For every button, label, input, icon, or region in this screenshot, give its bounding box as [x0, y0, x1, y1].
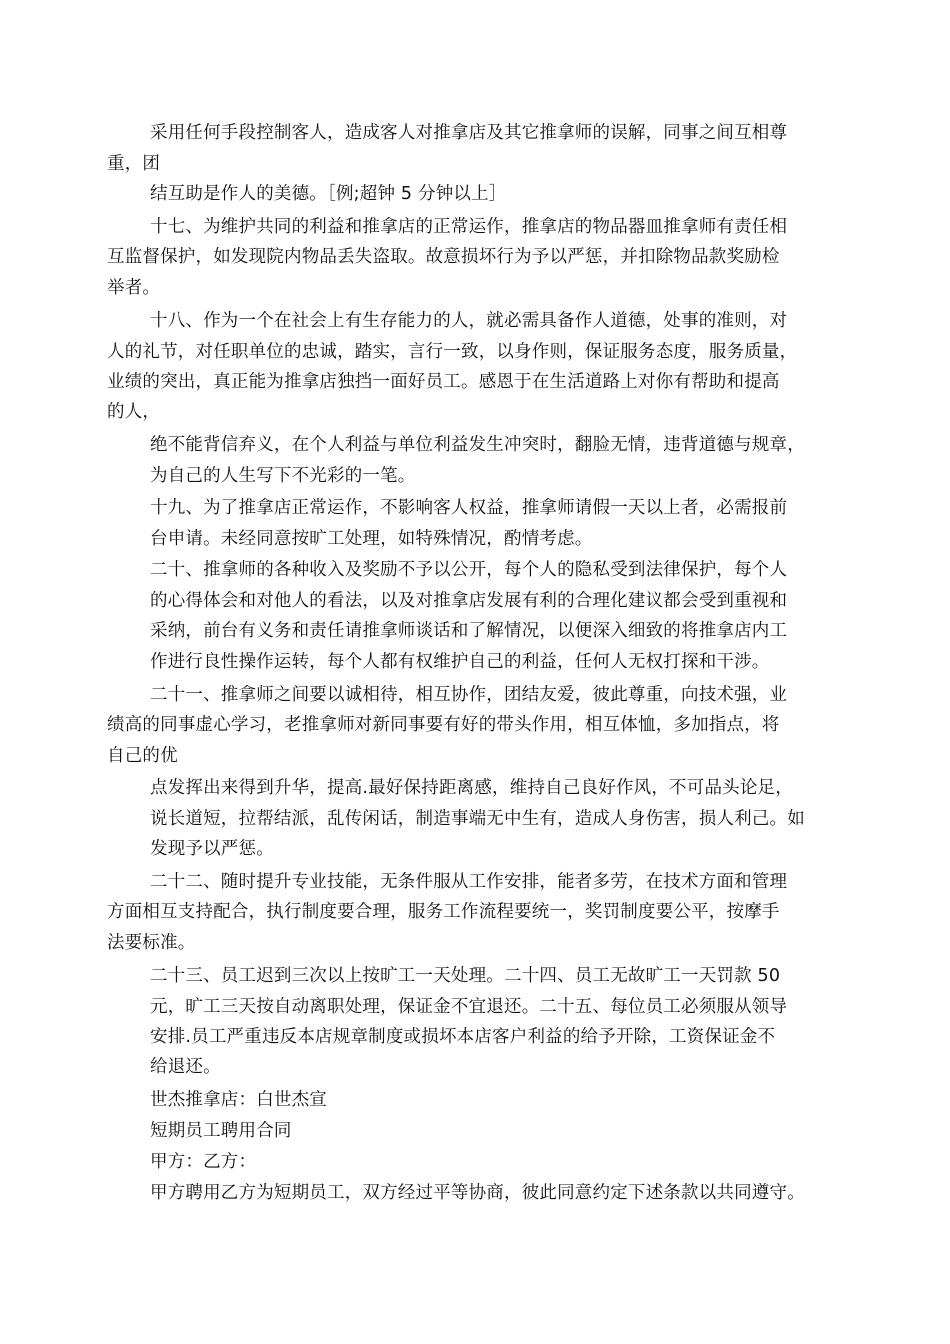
text-line: 二十、推拿师的各种收入及奖励不予以公开，每个人的隐私受到法律保护，每个人: [150, 560, 788, 580]
text-line: 重，团: [107, 154, 161, 174]
text-line: 自己的优: [107, 746, 178, 766]
text-line: 二十二、随时提升专业技能，无条件服从工作安排，能者多劳，在技术方面和管理: [150, 872, 788, 892]
text-line: 二十一、推拿师之间要以诚相待，相互协作，团结友爱，彼此尊重，向技术强，业: [150, 685, 788, 705]
text-line: 十八、作为一个在社会上有生存能力的人，就必需具备作人道德，处事的准则，对: [150, 311, 788, 331]
text-line: 人的礼节，对任职单位的忠诚，踏实，言行一致，以身作则，保证服务态度，服务质量，: [107, 342, 798, 362]
text-line: 为自己的人生写下不光彩的一笔。: [150, 466, 416, 486]
text-line: 十七、为维护共同的利益和推拿店的正常运作，推拿店的物品器皿推拿师有责任相: [150, 217, 788, 237]
text-line: 发现予以严惩。: [150, 839, 274, 859]
text-line: 台申请。未经同意按旷工处理，如特殊情况，酌情考虑。: [150, 529, 593, 549]
text-line: 法要标准。: [107, 933, 196, 953]
text-line: 点发挥出来得到升华，提高.最好保持距离感，维持自己良好作风，不可品头论足，: [150, 778, 793, 798]
text-line: 元，旷工三天按自动离职处理，保证金不宜退还。二十五、每位员工必须服从领导: [150, 997, 788, 1017]
text-line: 采用任何手段控制客人，造成客人对推拿店及其它推拿师的误解，同事之间互相尊: [150, 123, 788, 143]
text-line: 绝不能背信弃义，在个人利益与单位利益发生冲突时，翻脸无情，违背道德与规章，: [150, 435, 805, 455]
text-line: 采纳，前台有义务和责任请推拿师谈话和了解情况，以便深入细致的将推拿店内工: [150, 621, 788, 641]
text-line: 甲方聘用乙方为短期员工，双方经过平等协商，彼此同意约定下述条款以共同遵守。: [150, 1183, 805, 1203]
text-line: 短期员工聘用合同: [150, 1121, 292, 1141]
text-line: 世杰推拿店：白世杰宣: [150, 1090, 327, 1110]
text-line: 二十三、员工迟到三次以上按旷工一天处理。二十四、员工无故旷工一天罚款 50: [150, 966, 781, 986]
text-line: 举者。: [107, 278, 161, 298]
text-line: 作进行良性操作运转，每个人都有权维护自己的利益，任何人无权打探和干涉。: [150, 652, 770, 672]
text-line: 互监督保护，如发现院内物品丢失盗取。故意损坏行为予以严惩，并扣除物品款奖励检: [107, 247, 780, 267]
text-line: 业绩的突出，真正能为推拿店独挡一面好员工。感恩于在生活道路上对你有帮助和提高: [107, 372, 780, 392]
text-line: 甲方：乙方：: [150, 1152, 257, 1172]
text-line: 安排.员工严重违反本店规章制度或损坏本店客户利益的给予开除，工资保证金不: [150, 1027, 776, 1047]
text-line: 给退还。: [150, 1057, 221, 1077]
text-line: 说长道短，拉帮结派，乱传闲话，制造事端无中生有，造成人身伤害，损人利己。如: [150, 809, 805, 829]
text-line: 的人，: [107, 402, 161, 422]
text-line: 结互助是作人的美德。［例;超钟 5 分钟以上］: [150, 184, 507, 204]
text-line: 绩高的同事虚心学习，老推拿师对新同事要有好的带头作用，相互体恤，多加指点，将: [107, 715, 780, 735]
text-line: 十九、为了推拿店正常运作，不影响客人权益，推拿师请假一天以上者，必需报前: [150, 498, 788, 518]
text-line: 方面相互支持配合，执行制度要合理，服务工作流程要统一，奖罚制度要公平，按摩手: [107, 902, 780, 922]
text-line: 的心得体会和对他人的看法，以及对推拿店发展有利的合理化建议都会受到重视和: [150, 591, 788, 611]
